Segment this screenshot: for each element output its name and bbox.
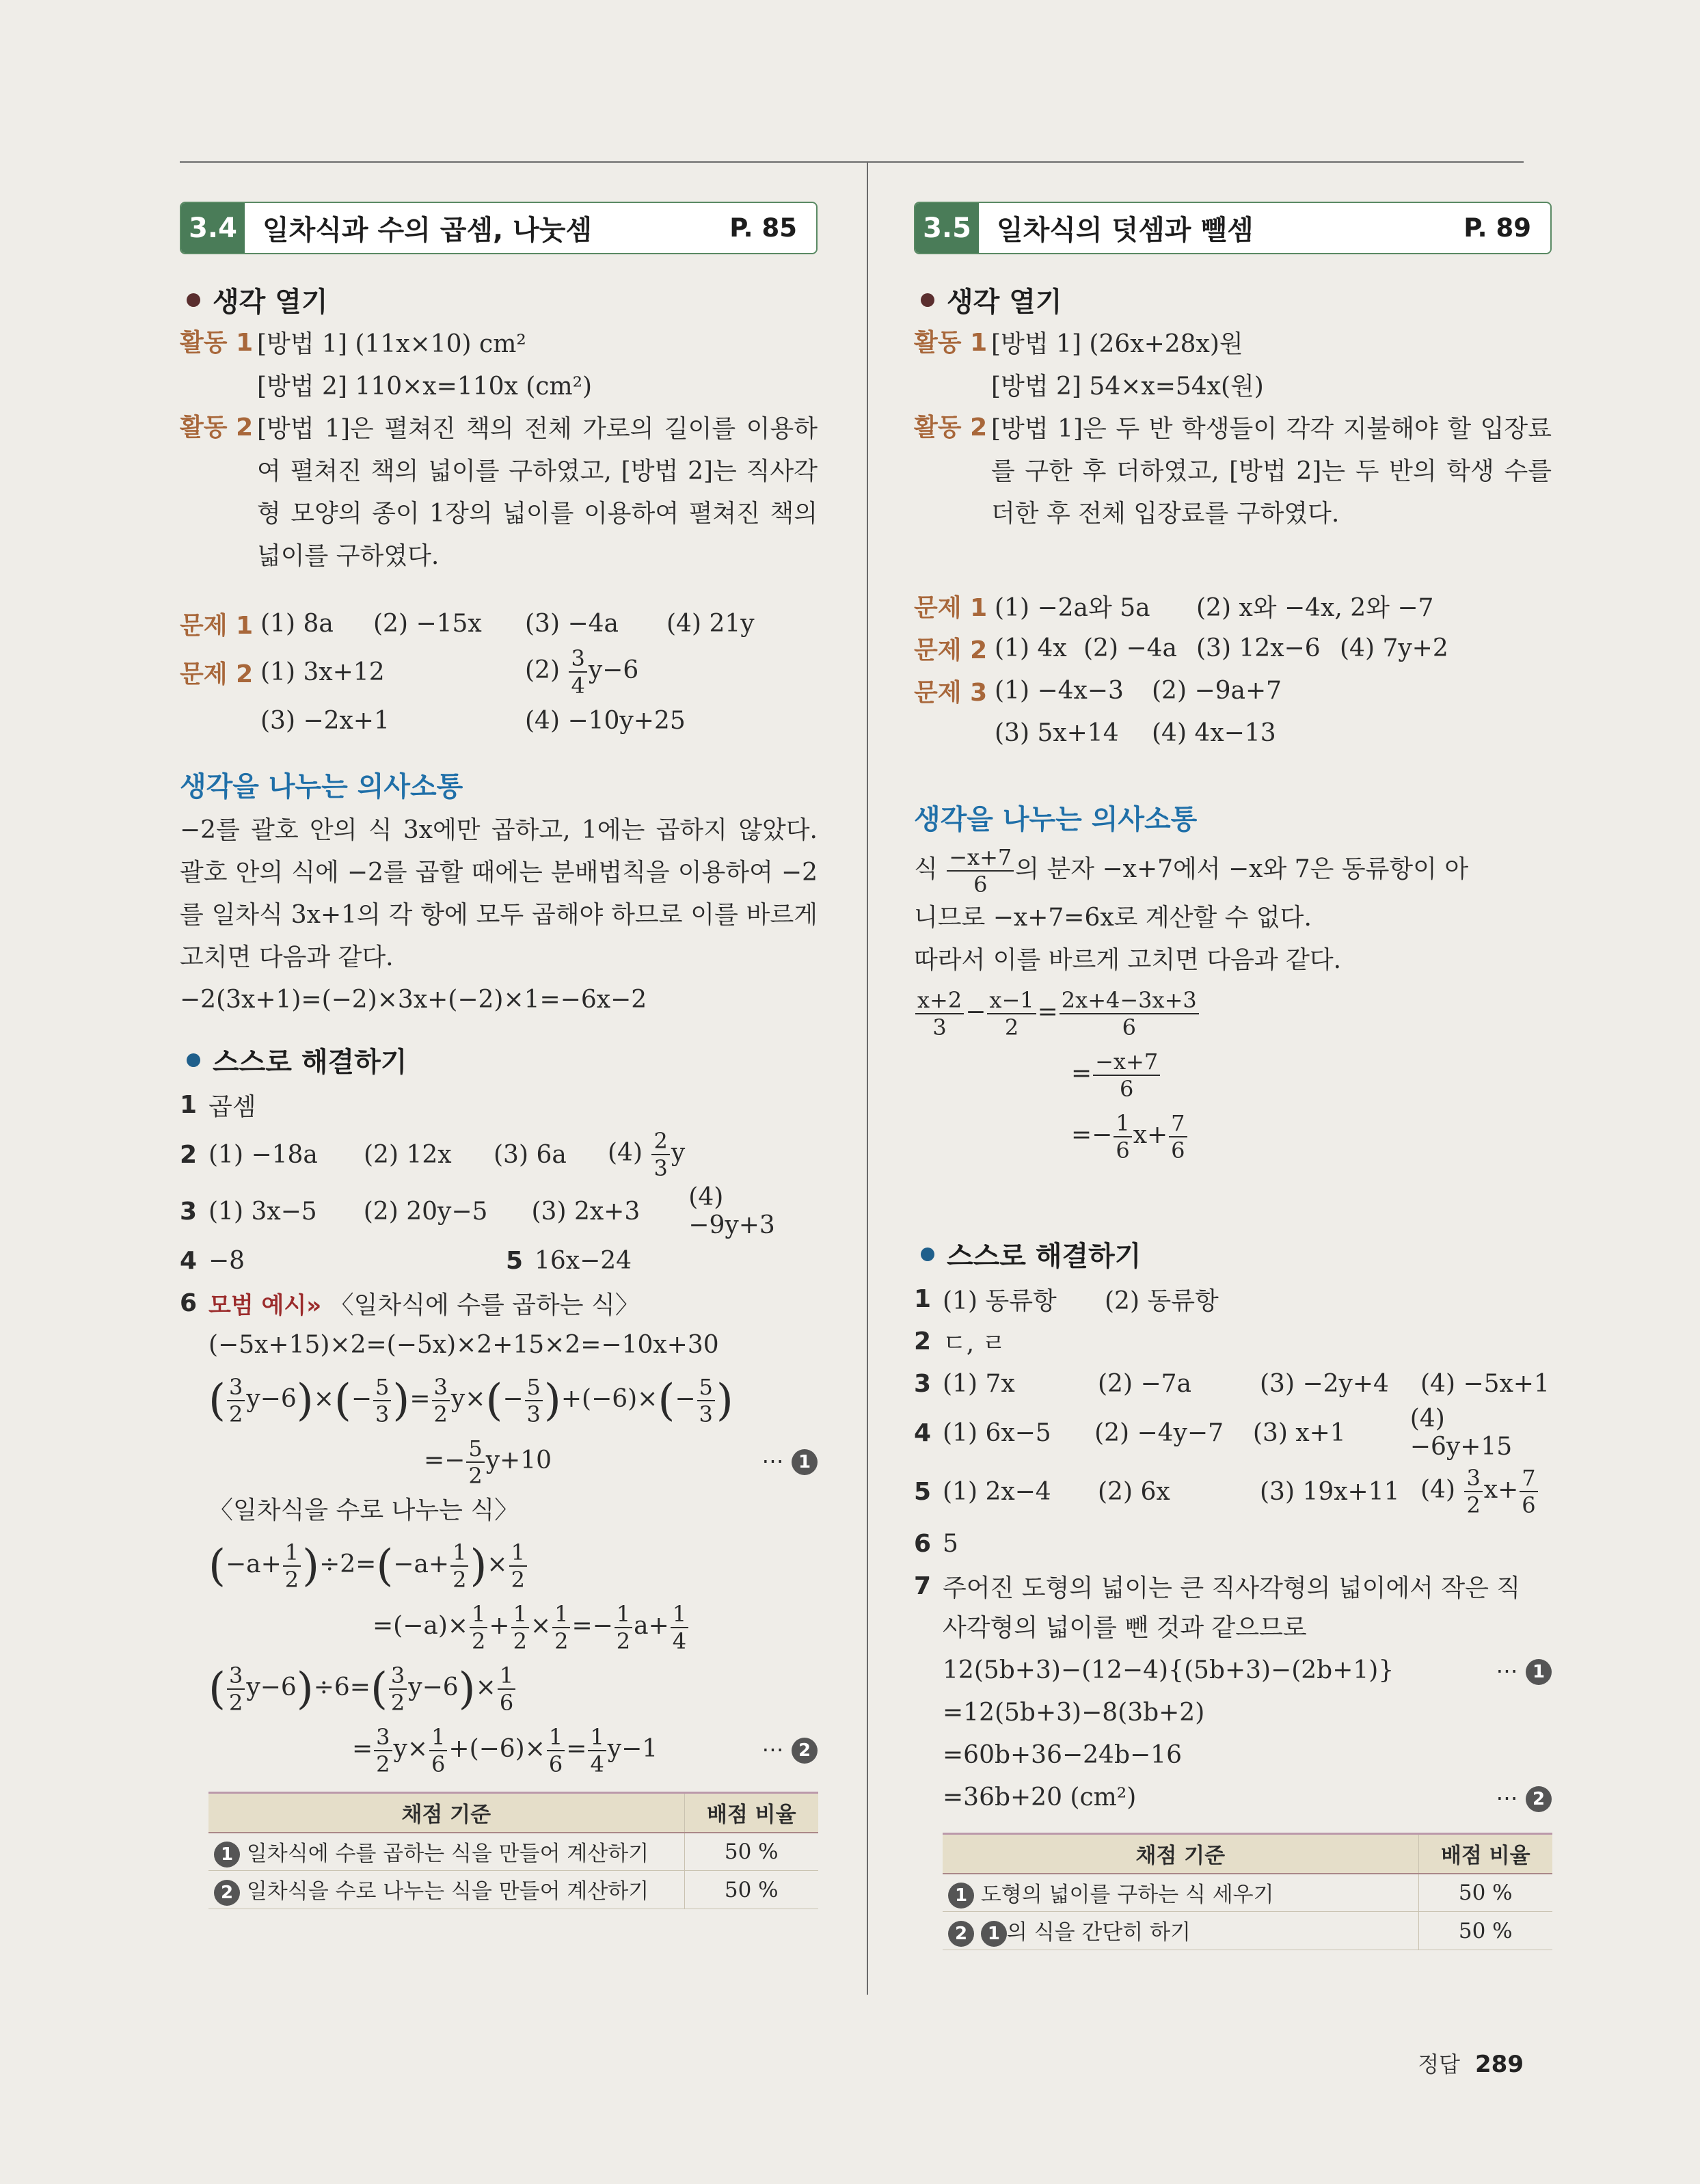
answer: (1) −4x−3 [995, 676, 1124, 705]
model-example-mark: 모범 예시» [208, 1291, 322, 1319]
table-row: 2 1 의 식을 간단히 하기 50 % [943, 1912, 1552, 1950]
communication-title: 생각을 나누는 의사소통 [914, 804, 1198, 835]
bullet-icon [187, 1053, 200, 1067]
self-item-5: 5 (1) 2x−4 (2) 6x (3) 19x+11 (4) $\frac{3}{2}$ x+ $\frac{7}{6}$ [914, 1461, 1552, 1522]
mark-1-icon: 1 [981, 1921, 1007, 1947]
subheading: 〈일차식을 수로 나누는 식〉 [208, 1496, 520, 1524]
equation: =60b+36−24b−16 [943, 1741, 1182, 1769]
equation: ( $\frac{3}{2}$ y−6)÷6=( $\frac{3}{2}$ y−6)× $\frac{1}{6}$ [208, 1655, 818, 1721]
answer-index: (2) [525, 656, 560, 684]
answer: (2) x와 −4x, 2와 −7 [1196, 593, 1434, 622]
bullet-icon [921, 293, 934, 307]
answer-index: (4) [608, 1139, 643, 1167]
mark-1-icon: 1 [792, 1449, 818, 1475]
equation: ( $\frac{3}{2}$ y−6)×(− $\frac{5}{3}$ )= $\frac{3}{2}$ y×(− $\frac{5}{3}$ )+(−6)×(− $\frac{5}{3}$ ) [208, 1374, 733, 1427]
mark-2-icon: 2 [948, 1921, 974, 1947]
table-row: 2 일차식을 수로 나누는 식을 만들어 계산하기 50 % [208, 1871, 818, 1909]
problem-1 [914, 584, 1552, 627]
page-footer [1418, 2047, 1524, 2079]
self-item-6-body [180, 1324, 818, 1909]
answer: (3) 19x+11 [1260, 1477, 1400, 1506]
mark-1-icon: 1 [214, 1842, 240, 1868]
equation: (−a+ $\frac{1}{2}$ )÷2=(−a+ $\frac{1}{2}$ )× $\frac{1}{2}$ [208, 1532, 818, 1597]
equation: $\frac{x+2}{3}$ − $\frac{x-1}{2}$ = $\frac{2x+4-3x+3}{6}$ [914, 982, 1552, 1043]
right-column [914, 202, 1552, 1950]
activity-line: [방법 2] 110×x=110x (cm²) [257, 373, 593, 401]
self-title: 스스로 해결하기 [213, 1047, 407, 1078]
activity-text: [방법 1]은 두 반 학생들이 각각 지불해야 할 입장료를 구한 후 더하였고, [방법 2]는 두 반의 학생 수를 더한 후 전체 입장료를 구하였다. [991, 415, 1552, 528]
communication-text: −2를 괄호 안의 식 3x에만 곱하고, 1에는 곱하지 않았다. 괄호 안의 식에 −2를 곱할 때에는 분배법칙을 이용하여 −2를 일차식 3x+1의 각 항에 모두 곱해야 하므로 이를 바르게 고치면 다음과 같다. [180, 816, 818, 971]
bullet-icon [921, 1248, 934, 1261]
answer: (3) 12x−6 [1196, 634, 1321, 662]
answer: 5 [943, 1529, 958, 1558]
answer: (1) 6x−5 [943, 1418, 1051, 1447]
left-column [180, 202, 818, 1909]
answer: (1) −18a [208, 1140, 318, 1169]
problem-label: 문제 2 [180, 660, 254, 688]
numerator: −x+7 [947, 846, 1014, 872]
denominator: 4 [571, 673, 585, 699]
activity-text: [방법 1]은 펼쳐진 책의 전체 가로의 길이를 이용하여 펼쳐진 책의 넓이를 구하였고, [방법 2]는 직사각형 모양의 종이 1장의 넓이를 이용하여 펼쳐진 책의 넓이를 구하였다. [257, 415, 818, 570]
answer: (4) −10y+25 [525, 706, 686, 735]
problem-label: 문제 3 [914, 678, 988, 707]
answer: (3) x+1 [1252, 1418, 1346, 1447]
communication-line: 따라서 이를 바르게 고치면 다음과 같다. [914, 946, 1342, 974]
answer: (1) 동류항 [943, 1286, 1057, 1315]
activity-2 [180, 408, 818, 578]
answer: (1) 3x−5 [208, 1197, 317, 1226]
scoring-table [208, 1792, 818, 1909]
open-heading [914, 280, 1552, 319]
answer: (3) −4a [525, 609, 619, 638]
activity-1 [914, 323, 1552, 408]
answer: (2) 12x [364, 1140, 452, 1169]
self-item-7: 7 주어진 도형의 넓이는 큰 직사각형의 넓이에서 작은 직 [914, 1565, 1552, 1607]
problem-3 [914, 669, 1552, 712]
mark-2-icon: 2 [1526, 1786, 1552, 1812]
activity-line: [방법 1] (11x×10) cm² [257, 330, 526, 358]
table-header: 채점 기준 [208, 1793, 684, 1833]
answer: (3) 6a [494, 1140, 567, 1169]
self-title: 스스로 해결하기 [947, 1241, 1142, 1272]
activity-line: [방법 2] 54×x=54x(원) [991, 373, 1264, 401]
section-header-3-4 [180, 202, 818, 254]
answer-fraction [608, 1130, 685, 1179]
answer: (3) 5x+14 [995, 718, 1119, 747]
mark-2-icon: 2 [214, 1880, 240, 1906]
section-number: 3.4 [181, 203, 245, 253]
open-title: 생각 열기 [213, 286, 328, 318]
answer: (4) −6y+15 [1409, 1405, 1513, 1461]
section-number: 3.5 [915, 203, 979, 253]
self-item-4-5: 4 −8 5 16x−24 [180, 1246, 632, 1275]
answer: 곱셈 [208, 1092, 256, 1121]
denominator: 3 [653, 1155, 668, 1181]
section-title: 일차식과 수의 곱셈, 나눗셈 [262, 215, 593, 246]
answer: (3) −2y+4 [1260, 1369, 1389, 1398]
column-divider [867, 163, 868, 1995]
answer: (1) 4x [995, 634, 1067, 662]
table-header: 배점 비율 [684, 1793, 818, 1833]
open-title: 생각 열기 [947, 286, 1062, 318]
answer: (4) −5x+1 [1420, 1369, 1550, 1398]
answer: (2) 동류항 [1105, 1286, 1219, 1315]
self-item-6: 6 모범 예시» 〈일차식에 수를 곱하는 식〉 [180, 1282, 818, 1324]
subheading: 〈일차식에 수를 곱하는 식〉 [329, 1291, 640, 1319]
self-item-2: 2 (1) −18a (2) 12x (3) 6a (4) $\frac{2}{3}$ y [180, 1128, 686, 1181]
answer-text: 주어진 도형의 넓이는 큰 직사각형의 넓이에서 작은 직 [943, 1574, 1521, 1602]
numerator: 2 [651, 1130, 669, 1155]
self-item-3: 3 (1) 3x−5 (2) 20y−5 (3) 2x+3 (4) −9y+3 [180, 1183, 818, 1239]
answer: (4) −9y+3 [688, 1183, 775, 1239]
activity-label: 활동 1 [180, 329, 254, 357]
answer: (4) 4x−13 [1152, 718, 1276, 747]
answer: (2) 6x [1098, 1477, 1170, 1506]
section-page-ref: P. 89 [1463, 213, 1531, 243]
self-heading [914, 1235, 1552, 1273]
scoring-table [943, 1833, 1552, 1950]
activity-line: [방법 1] (26x+28x)원 [991, 330, 1243, 358]
equation: (−5x+15)×2=(−5x)×2+15×2=−10x+30 [208, 1331, 719, 1359]
answer-fraction: (4) $\frac{3}{2}$ x+ $\frac{7}{6}$ [1420, 1467, 1539, 1516]
fraction [651, 1130, 669, 1179]
equation: =12(5b+3)−8(3b+2) [943, 1699, 1205, 1727]
problem-2 [180, 645, 818, 699]
communication-line: 식 $\frac{-x+7}{6}$ 의 분자 −x+7에서 −x와 7은 동류항이 아 [914, 844, 1469, 898]
table-header: 채점 기준 [943, 1834, 1418, 1874]
problem-label: 문제 1 [914, 593, 988, 622]
section-page-ref: P. 85 [729, 213, 797, 243]
answer: −8 [208, 1246, 245, 1275]
numerator: 3 [569, 647, 586, 673]
answer: (1) 8a [260, 609, 334, 638]
answer: (3) −2x+1 [260, 706, 390, 735]
answer: (4) 21y [666, 609, 755, 638]
answer: ㄷ, ㄹ [943, 1329, 1006, 1358]
self-item-4: 4 (1) 6x−5 (2) −4y−7 (3) x+1 (4) −6y+15 [914, 1405, 1552, 1461]
answer-tail: y−6 [588, 656, 639, 684]
mark-2-icon: 2 [792, 1738, 818, 1764]
equation: =36b+20 (cm²) ⋯ 2 [943, 1777, 1552, 1819]
section-header-3-5 [914, 202, 1552, 254]
self-heading [180, 1040, 818, 1079]
equation: =(−a)× $\frac{1}{2}$ + $\frac{1}{2}$ × $\frac{1}{2}$ =− $\frac{1}{2}$ a+ $\frac{1}{4}$ [208, 1597, 818, 1655]
equation: = $\frac{-x+7}{6}$ [914, 1043, 1552, 1105]
answer: (1) −2a와 5a [995, 593, 1150, 622]
footer-label: 정답 [1418, 2051, 1461, 2077]
answer: (2) −15x [373, 609, 482, 638]
answer: (2) −9a+7 [1152, 676, 1282, 705]
answer: (3) 2x+3 [531, 1197, 640, 1226]
bullet-icon [187, 293, 200, 307]
denominator: 6 [973, 872, 988, 898]
communication-line: 니므로 −x+7=6x로 계산할 수 없다. [914, 904, 1312, 932]
equation: = $\frac{3}{2}$ y× $\frac{1}{6}$ +(−6)× $\frac{1}{6}$ = $\frac{1}{4}$ y−1 ⋯ 2 [208, 1721, 818, 1778]
self-item-1: 1 곱셈 [180, 1083, 818, 1126]
fraction [569, 647, 586, 697]
activity-label: 활동 1 [914, 329, 988, 357]
activity-1 [180, 323, 818, 408]
answer: (1) 3x+12 [260, 658, 385, 686]
activity-label: 활동 2 [180, 414, 254, 442]
page-number: 289 [1475, 2051, 1524, 2078]
communication-equation: −2(3x+1)=(−2)×3x+(−2)×1=−6x−2 [180, 986, 647, 1014]
mark-1-icon: 1 [948, 1883, 974, 1909]
problem-label: 문제 1 [180, 611, 254, 640]
answer: (1) 7x [943, 1369, 1015, 1398]
problem-1 [180, 602, 818, 645]
problem-2 [914, 627, 1552, 669]
table-row: 1 일차식에 수를 곱하는 식을 만들어 계산하기 50 % [208, 1833, 818, 1871]
equation: 12(5b+3)−(12−4){(5b+3)−(2b+1)} ⋯ 1 [943, 1649, 1552, 1692]
self-item-7-body [914, 1607, 1552, 1950]
mark-1-icon: 1 [1526, 1659, 1552, 1685]
answer-text: 사각형의 넓이를 뺀 것과 같으므로 [943, 1614, 1307, 1642]
answer: (4) 7y+2 [1340, 634, 1448, 662]
problem-2-cont [180, 699, 818, 742]
open-heading [180, 280, 818, 319]
answer: (2) −7a [1098, 1369, 1191, 1398]
self-item-3: 3 (1) 7x (2) −7a (3) −2y+4 (4) −5x+1 [914, 1369, 1550, 1398]
answer: (2) 20y−5 [363, 1197, 488, 1226]
top-rule [180, 161, 1524, 163]
self-item-2: 2 ㄷ, ㄹ [914, 1320, 1552, 1362]
self-item-1: 1 (1) 동류항 (2) 동류항 [914, 1278, 1552, 1320]
answer-fraction [525, 647, 638, 697]
answer: 16x−24 [535, 1246, 632, 1275]
section-title: 일차식의 덧셈과 뺄셈 [997, 215, 1254, 246]
communication-title: 생각을 나누는 의사소통 [180, 771, 463, 803]
activity-2 [914, 408, 1552, 535]
activity-label: 활동 2 [914, 414, 988, 442]
fraction [947, 844, 1014, 898]
problem-3-cont [914, 712, 1552, 754]
table-row: 1 도형의 넓이를 구하는 식 세우기 50 % [943, 1874, 1552, 1912]
answer: (2) −4y−7 [1094, 1418, 1224, 1447]
equation: =− $\frac{1}{6}$ x+ $\frac{7}{6}$ [914, 1105, 1552, 1166]
problem-label: 문제 2 [914, 636, 988, 664]
table-header: 배점 비율 [1418, 1834, 1552, 1874]
answer: (1) 2x−4 [943, 1477, 1051, 1506]
answer-tail: y [671, 1139, 686, 1167]
equation: =− $\frac{5}{2}$ y+10 ⋯ 1 [208, 1432, 818, 1489]
answer: (2) −4a [1083, 634, 1177, 662]
self-item-6: 6 5 [914, 1529, 958, 1558]
